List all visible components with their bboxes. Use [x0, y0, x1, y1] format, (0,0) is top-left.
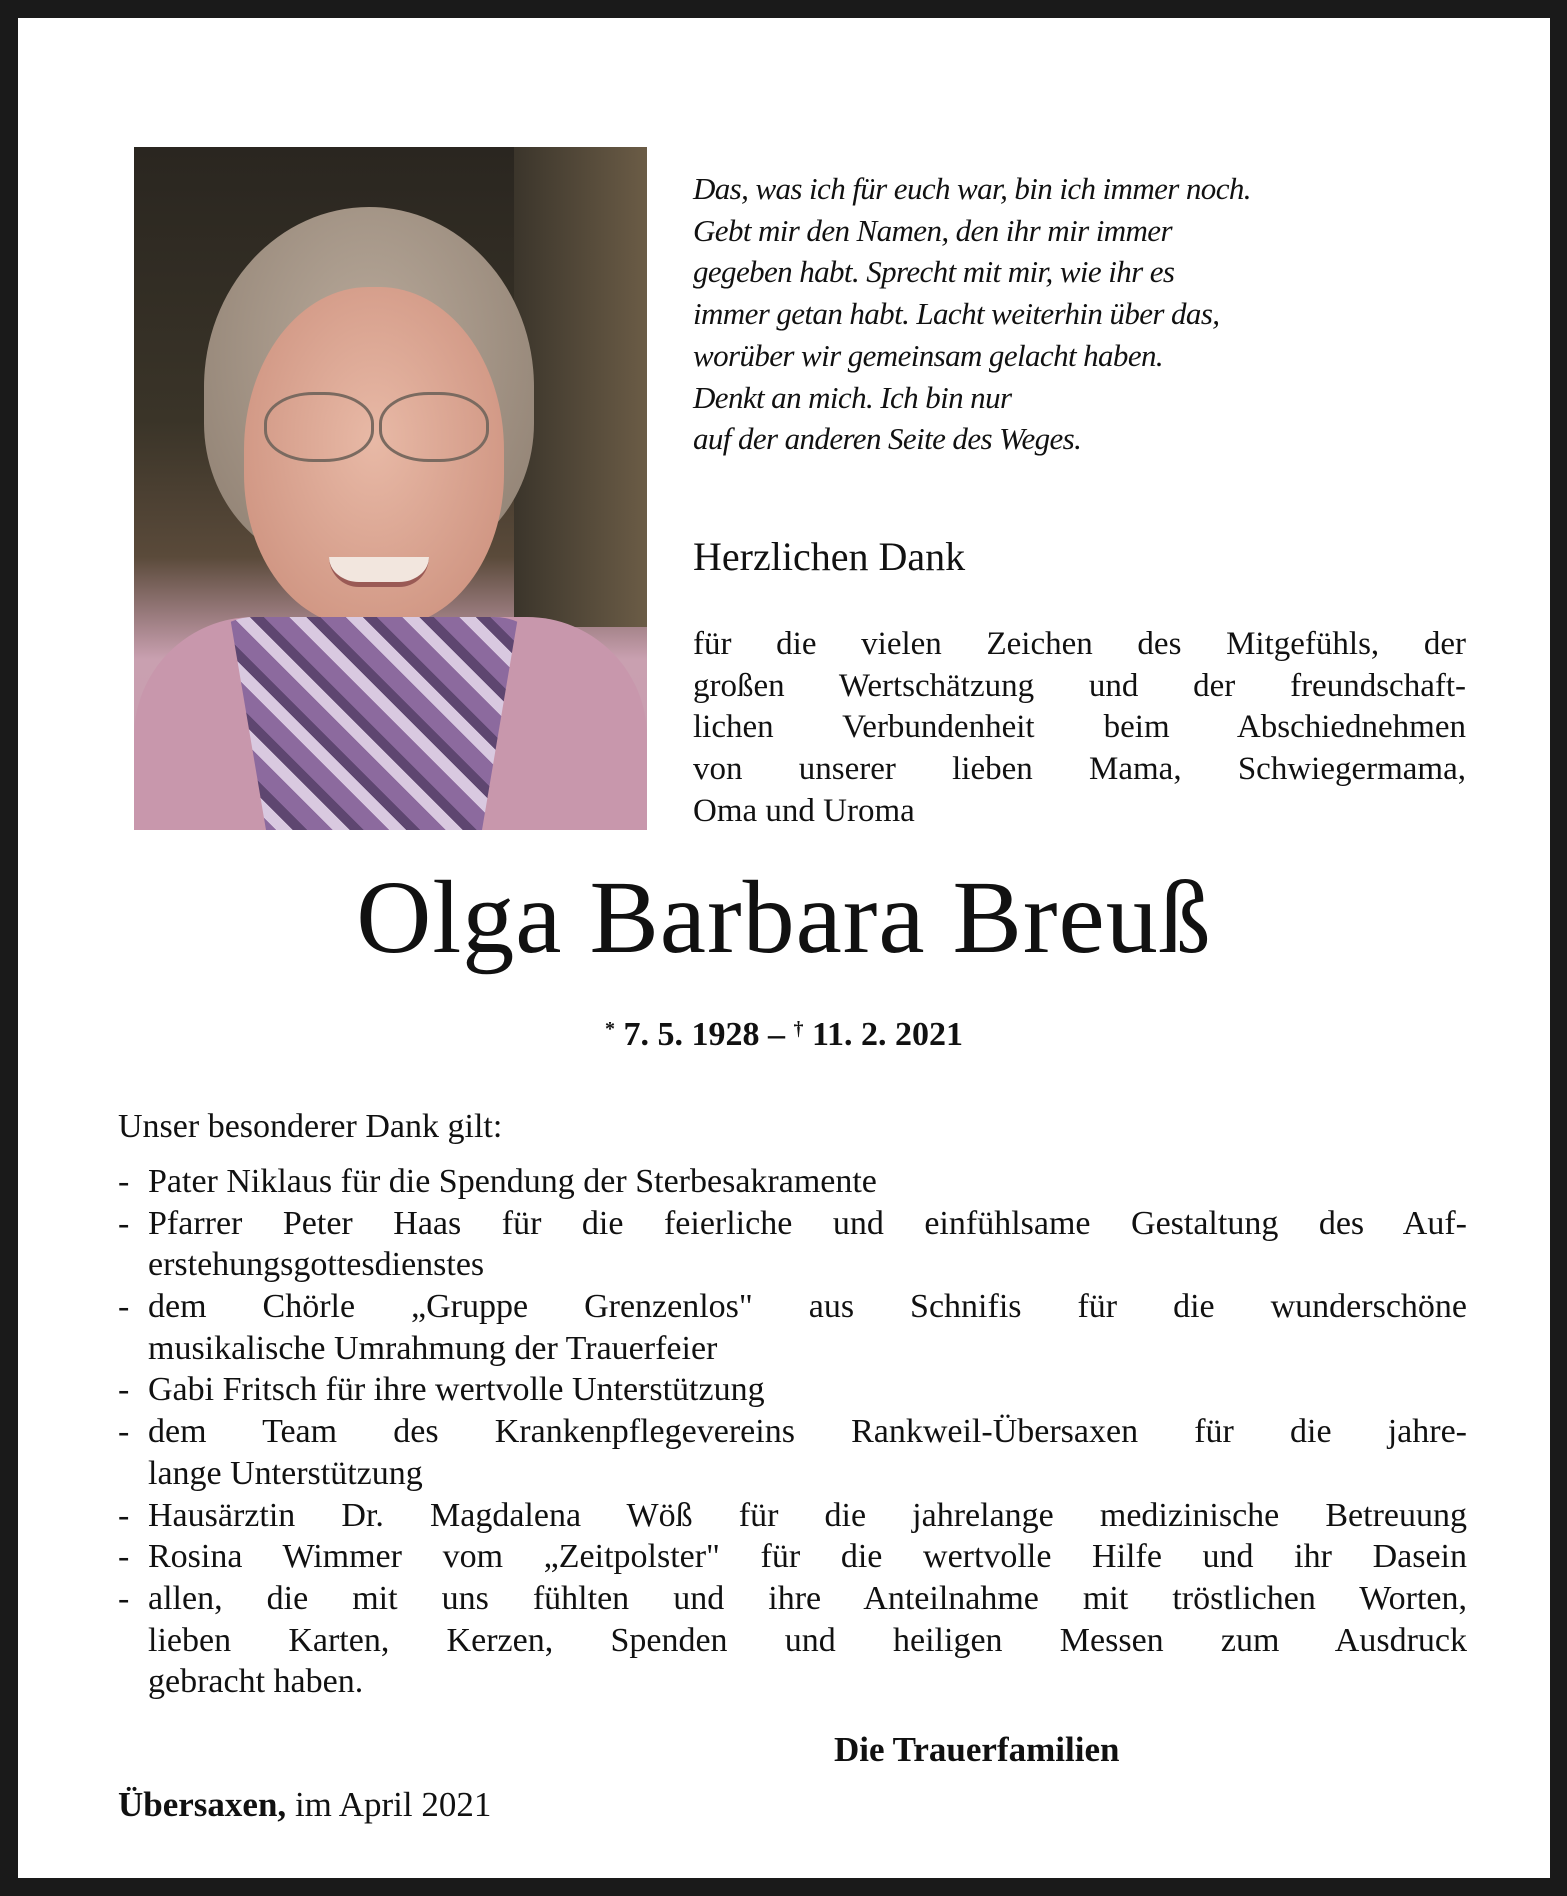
list-item-line: erstehungsgottesdienstes: [148, 1246, 485, 1284]
place-date: [118, 1785, 491, 1825]
list-item: [118, 1369, 1467, 1411]
death-date: 11. 2. 2021: [811, 1016, 964, 1053]
list-item-line: dem Chörle „Gruppe Grenzenlos" aus Schnifis für die wunderschöne: [148, 1288, 1467, 1326]
thanks-list: [118, 1161, 1467, 1703]
poem-line: Denkt an mich. Ich bin nur: [693, 379, 1012, 415]
paragraph-line: großen Wertschätzung und der freundschaft-: [693, 667, 1466, 704]
list-dash: -: [118, 1579, 130, 1617]
poem-line: Gebt mir den Namen, den ihr mir immer: [693, 212, 1172, 248]
poem-line: Das, was ich für euch war, bin ich immer noch.: [693, 171, 1251, 206]
paragraph-line: lichen Verbundenheit beim Abschiednehmen: [693, 709, 1466, 746]
list-item: [118, 1286, 1467, 1369]
paragraph-line: Oma und Uroma: [693, 792, 915, 829]
thanks-intro: Unser besonderer Dank gilt:: [118, 1108, 503, 1145]
list-item: [118, 1203, 1467, 1286]
poem-line: gegeben habt. Sprecht mit mir, wie ihr es: [693, 254, 1175, 290]
list-dash: -: [118, 1371, 130, 1409]
poem-line: worüber wir gemeinsam gelacht haben.: [693, 337, 1164, 373]
poem-line: immer getan habt. Lacht weiterhin über das,: [693, 296, 1220, 332]
list-item-line: Rosina Wimmer vom „Zeitpolster" für die wertvolle Hilfe und ihr Dasein: [148, 1538, 1467, 1576]
list-item-line: allen, die mit uns fühlten und ihre Anteilnahme mit tröstlichen Worten,: [148, 1579, 1467, 1617]
list-item: [118, 1161, 1467, 1203]
list-dash: -: [118, 1538, 130, 1576]
paragraph-line: für die vielen Zeichen des Mitgefühls, der: [693, 626, 1466, 662]
list-item-line: lange Unterstützung: [148, 1454, 423, 1492]
signature: Die Trauerfamilien: [834, 1730, 1120, 1769]
date-separator: –: [759, 1016, 794, 1053]
list-dash: -: [118, 1288, 130, 1326]
list-item-line: Hausärztin Dr. Magdalena Wöß für die jahrelange medizinische Betreuung: [148, 1496, 1467, 1534]
list-item: [118, 1578, 1467, 1703]
place-town: Übersaxen,: [118, 1785, 287, 1824]
list-item: [118, 1495, 1467, 1537]
obituary-notice: [18, 18, 1550, 1878]
birth-symbol: *: [604, 1018, 615, 1040]
list-dash: -: [118, 1204, 130, 1242]
birth-date: 7. 5. 1928: [623, 1016, 760, 1053]
list-item-line: dem Team des Krankenpflegevereins Rankweil-Übersaxen für die jahre-: [148, 1413, 1467, 1451]
list-dash: -: [118, 1496, 130, 1534]
list-item-line: Pater Niklaus für die Spendung der Sterbesakramente: [148, 1163, 877, 1200]
list-item-line: musikalische Umrahmung der Trauerfeier: [148, 1329, 718, 1367]
list-item: [118, 1411, 1467, 1494]
list-dash: -: [118, 1413, 130, 1451]
notice-date: im April 2021: [286, 1785, 492, 1824]
poem: [693, 168, 1251, 460]
portrait-photo: [134, 147, 647, 830]
list-dash: -: [118, 1163, 130, 1200]
life-dates: [18, 1016, 1550, 1054]
death-symbol: †: [793, 1018, 804, 1040]
thanks-paragraph: [693, 624, 1466, 832]
paragraph-line: von unserer lieben Mama, Schwiegermama,: [693, 751, 1466, 788]
list-item-line: lieben Karten, Kerzen, Spenden und heiligen Messen zum Ausdruck: [148, 1621, 1467, 1659]
thanks-heading: Herzlichen Dank: [693, 534, 966, 579]
poem-line: auf der anderen Seite des Weges.: [693, 421, 1082, 457]
list-item: [118, 1536, 1467, 1578]
list-item-line: gebracht haben.: [148, 1663, 364, 1701]
deceased-name: Olga Barbara Breuß: [356, 860, 1212, 975]
list-item-line: Gabi Fritsch für ihre wertvolle Unterstützung: [148, 1371, 765, 1409]
list-item-line: Pfarrer Peter Haas für die feierliche und einfühlsame Gestaltung des Auf-: [148, 1204, 1467, 1242]
